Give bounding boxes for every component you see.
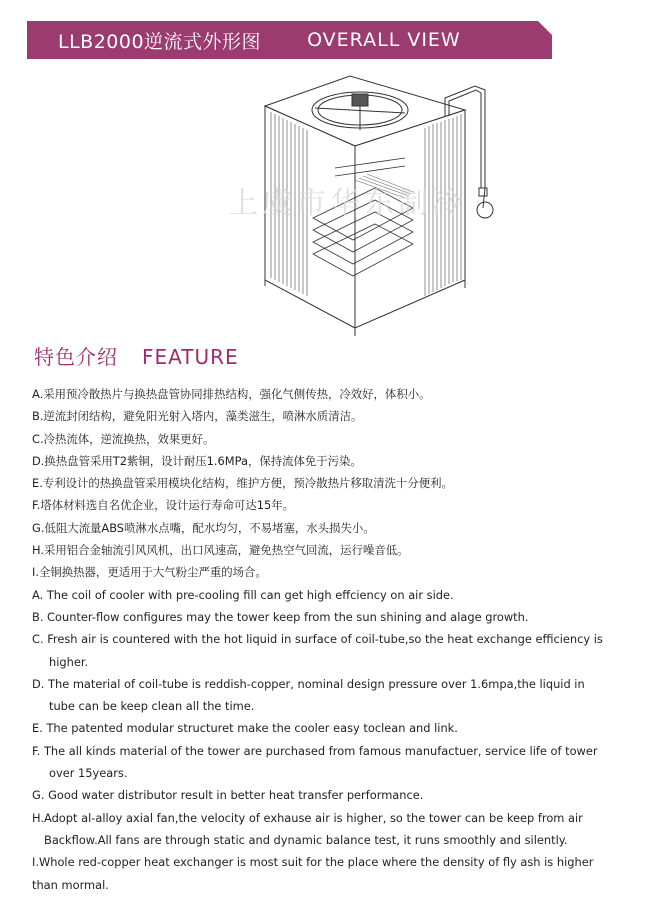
feature-en-line: G. Good water distributor result in better heat transfer performance.: [32, 788, 424, 803]
feature-en-line: Backflow.All fans are through static and dynamic balance test, it runs smoothly and silently.: [44, 832, 568, 847]
feature-cn-i: I.全铜换热器，更适用于大气粉尘严重的场合。: [32, 565, 267, 580]
feature-en-line: C. Fresh air is countered with the hot liquid in surface of coil-tube,so the heat exchange efficiency is: [32, 632, 603, 647]
feature-en-line: tube can be keep clean all the time.: [49, 699, 255, 714]
feature-title-cn: 特色介绍: [34, 345, 118, 369]
feature-en-line: F. The all kinds material of the tower are purchased from famous manufactuer, service life of tower: [32, 743, 598, 758]
feature-cn-d: D.换热盘管采用T2紫铜，设计耐压1.6MPa，保持流体免于污染。: [32, 453, 362, 468]
feature-en-line: over 15years.: [49, 766, 128, 781]
title-en: OVERALL VIEW: [307, 29, 461, 51]
feature-cn-g: G.低阻大流量ABS喷淋水点嘴，配水均匀，不易堵塞，水头损失小。: [32, 520, 375, 535]
feature-title-en: FEATURE: [142, 345, 239, 369]
feature-en-line: D. The material of coil-tube is reddish-copper, nominal design pressure over 1.6mpa,the liquid in: [32, 676, 585, 691]
feature-en-line: E. The patented modular structuret make the cooler easy toclean and link.: [32, 721, 458, 736]
feature-list: [32, 383, 654, 896]
feature-cn-h: H.采用铝合金轴流引风风机，出口风速高，避免热空气回流，运行噪音低。: [32, 543, 409, 558]
header-banner: [27, 21, 552, 59]
feature-cn-f: F.塔体材料选自名优企业，设计运行寿命可达15年。: [32, 498, 295, 513]
feature-heading: [34, 341, 239, 370]
feature-en-line: higher.: [49, 654, 89, 669]
feature-en-line: I.Whole red-copper heat exchanger is most suit for the place where the density of fly ash is higher: [32, 855, 594, 870]
feature-en-line: B. Counter-flow configures may the tower keep from the sun shining and alage growth.: [32, 609, 529, 624]
feature-cn-a: A.采用预冷散热片与换热盘管协同排热结构，强化气侧传热，冷效好，体积小。: [32, 387, 431, 401]
feature-en-line: H.Adopt al-alloy axial fan,the velocity of exhause air is higher, so the tower can be keep from air: [32, 810, 583, 825]
feature-cn-e: E.专利设计的热换盘管采用模块化结构，维护方便，预冷散热片移取清洗十分便利。: [32, 476, 453, 491]
feature-cn-c: C.冷热流体，逆流换热，效果更好。: [32, 431, 215, 446]
watermark-text: 上虞市华东制冷: [228, 186, 466, 221]
feature-cn-b: B.逆流封闭结构，避免阳光射入塔内，藻类滋生，喷淋水质清洁。: [32, 409, 363, 424]
feature-en-line: than mormal.: [32, 877, 109, 892]
feature-en-line: A. The coil of cooler with pre-cooling fill can get high effciency on air side.: [32, 587, 454, 602]
title-cn: LLB2000逆流式外形图: [58, 30, 262, 53]
